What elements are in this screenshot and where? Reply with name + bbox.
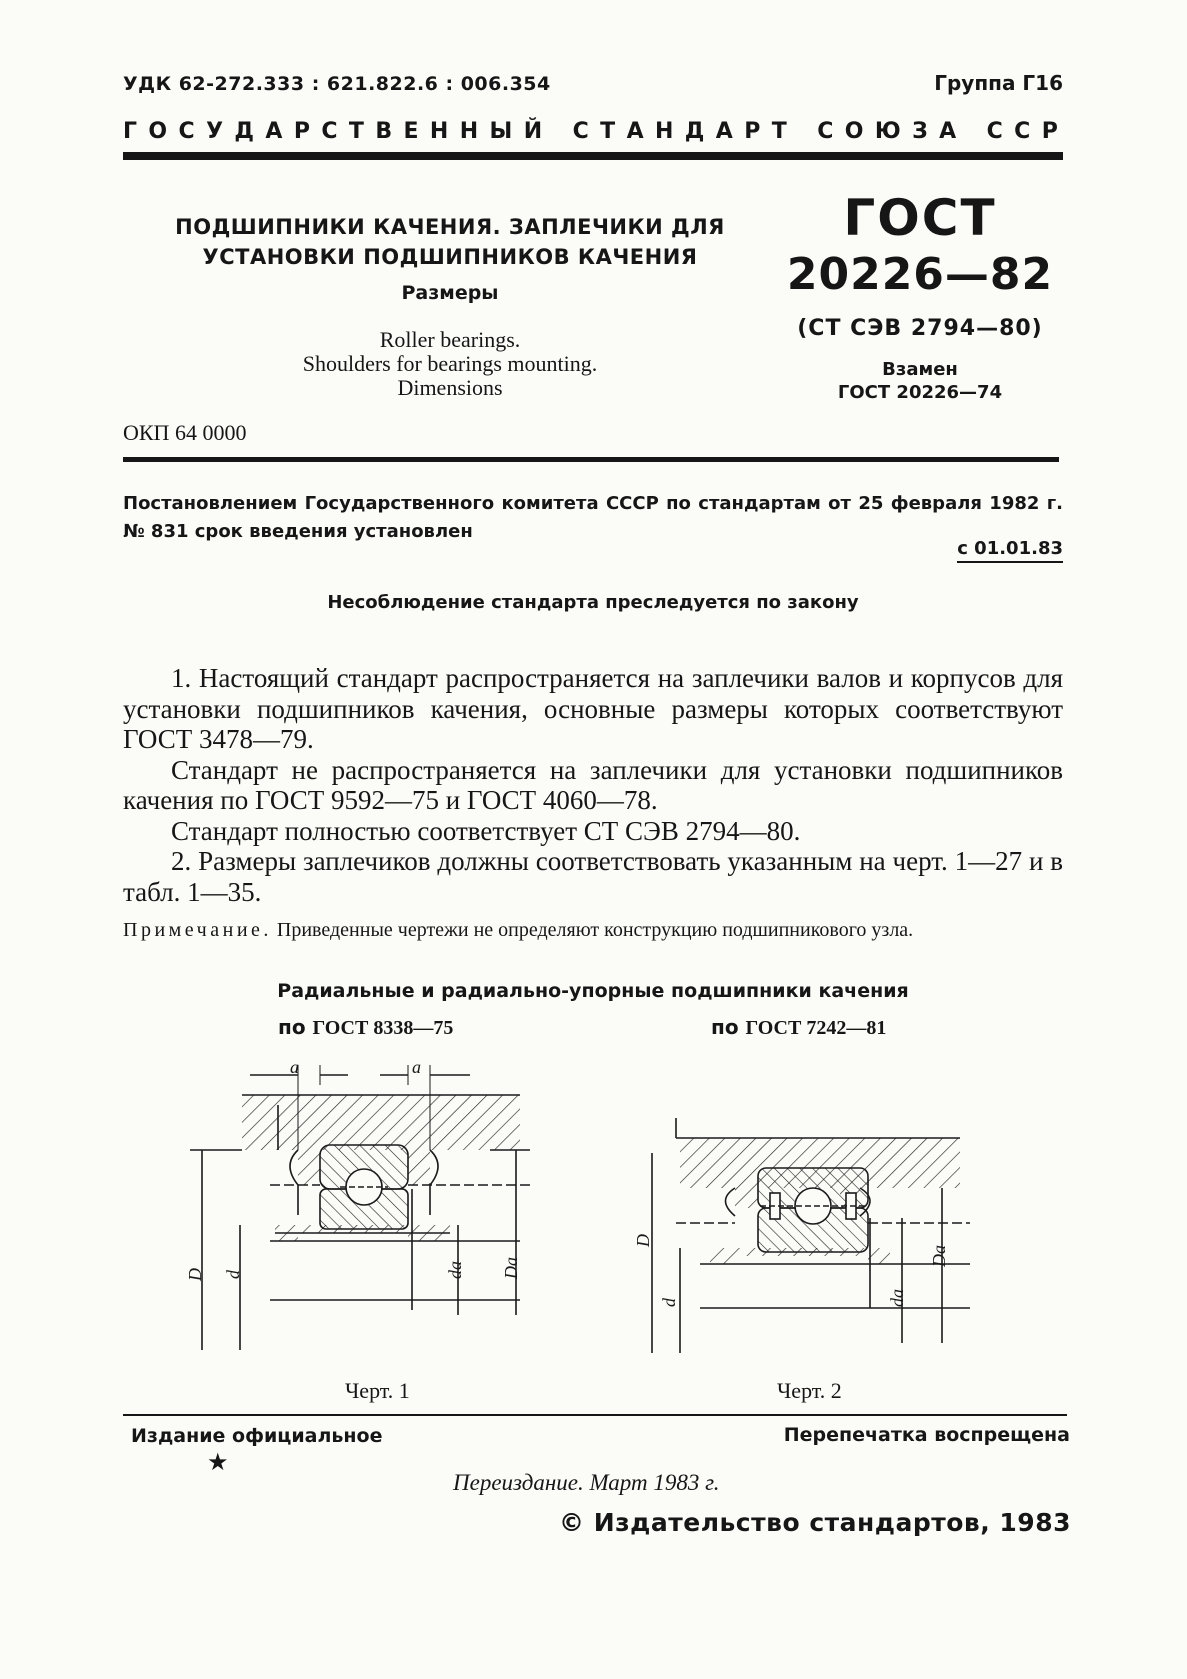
english-title xyxy=(150,328,750,400)
group-code: Группа Г16 xyxy=(934,71,1063,95)
note-text: Приведенные чертежи не определяют конструкцию подшипникового узла. xyxy=(276,919,914,941)
replaces-label: Взамен xyxy=(882,359,958,380)
fig1-dim-a-right: a xyxy=(412,1057,421,1077)
caption-right-prefix: по xyxy=(711,1015,739,1039)
figure-caption-right xyxy=(711,1015,886,1040)
english-title-line-2: Shoulders for bearings mounting. xyxy=(302,351,598,376)
law-notice: Несоблюдение стандарта преследуется по закону xyxy=(327,592,859,613)
figure-1-drawing xyxy=(185,1057,570,1355)
figure-2-drawing xyxy=(633,1098,1020,1358)
fig1-dim-da: da xyxy=(445,1261,465,1279)
figure-1-label: Черт. 1 xyxy=(345,1378,410,1403)
note xyxy=(123,917,1063,944)
caption-left-prefix: по xyxy=(278,1015,306,1039)
figure-2-label: Черт. 2 xyxy=(777,1378,842,1403)
fig1-dim-Da: Da xyxy=(501,1257,521,1279)
paragraph-4: 2. Размеры заплечиков должны соответствовать указанным на черт. 1—27 и в табл. 1—35. xyxy=(123,846,1063,907)
note-label: Примечание. xyxy=(123,919,272,941)
star-icon: ★ xyxy=(207,1448,229,1476)
st-sev-reference: (СТ СЭВ 2794—80) xyxy=(797,316,1043,341)
fig2-dim-d: d xyxy=(659,1298,679,1307)
state-standard-heading: ГОСУДАРСТВЕННЫЙ СТАНДАРТ СОЮЗА ССР xyxy=(123,119,1070,144)
body-text xyxy=(123,663,1063,907)
caption-right-gost: ГОСТ 7242—81 xyxy=(745,1017,887,1039)
reissue-note: Переиздание. Март 1983 г. xyxy=(453,1470,720,1495)
paragraph-1: 1. Настоящий стандарт распространяется на заплечики валов и корпусов для установки подшипников качения, основные размеры которых соответствуют ГОСТ 3478—79. xyxy=(123,663,1063,754)
english-title-line-1: Roller bearings. xyxy=(379,327,521,352)
header-rule xyxy=(123,152,1063,160)
title-line-2: УСТАНОВКИ ПОДШИПНИКОВ КАЧЕНИЯ xyxy=(202,245,698,269)
caption-left-gost: ГОСТ 8338—75 xyxy=(312,1017,454,1039)
paragraph-2: Стандарт не распространяется на заплечики для установки подшипников качения по ГОСТ 9592—75 и ГОСТ 4060—78. xyxy=(123,754,1063,815)
fig2-dim-D: D xyxy=(633,1234,653,1247)
figures-heading: Радиальные и радиально-упорные подшипники качения xyxy=(277,980,909,1002)
paragraph-3: Стандарт полностью соответствует СТ СЭВ 2794—80. xyxy=(171,815,801,846)
title-line-1: ПОДШИПНИКИ КАЧЕНИЯ. ЗАПЛЕЧИКИ ДЛЯ xyxy=(175,215,725,239)
fig1-dim-a-left: a xyxy=(290,1057,299,1077)
replaces-value: ГОСТ 20226—74 xyxy=(837,382,1003,403)
fig2-dim-da: da xyxy=(887,1289,907,1307)
effective-date: с 01.01.83 xyxy=(957,538,1063,563)
official-edition: Издание официальное xyxy=(131,1425,383,1447)
fig1-dim-d: d xyxy=(223,1270,243,1279)
title-rule xyxy=(123,457,1059,462)
english-title-line-3: Dimensions xyxy=(397,375,503,400)
fig1-dim-D: D xyxy=(185,1268,205,1281)
decree-text: Постановлением Государственного комитета СССР по стандартам от 25 февраля 1982 г. № 831 срок введения установлен xyxy=(123,493,1063,542)
gost-number: 20226—82 xyxy=(786,249,1054,300)
udk-code: УДК 62-272.333 : 621.822.6 : 006.354 xyxy=(123,73,551,95)
title-subtitle: Размеры xyxy=(401,282,499,304)
figure-caption-left xyxy=(278,1015,453,1040)
footer-rule xyxy=(123,1414,1067,1416)
okp-code: ОКП 64 0000 xyxy=(123,420,247,445)
reprint-ban: Перепечатка воспрещена xyxy=(783,1424,1070,1446)
gost-label: ГОСТ xyxy=(843,189,997,247)
gost-block xyxy=(770,190,1070,403)
title-block xyxy=(150,212,750,400)
publisher: © Издательство стандартов, 1983 xyxy=(559,1508,1071,1537)
fig2-dim-Da: Da xyxy=(929,1245,949,1267)
